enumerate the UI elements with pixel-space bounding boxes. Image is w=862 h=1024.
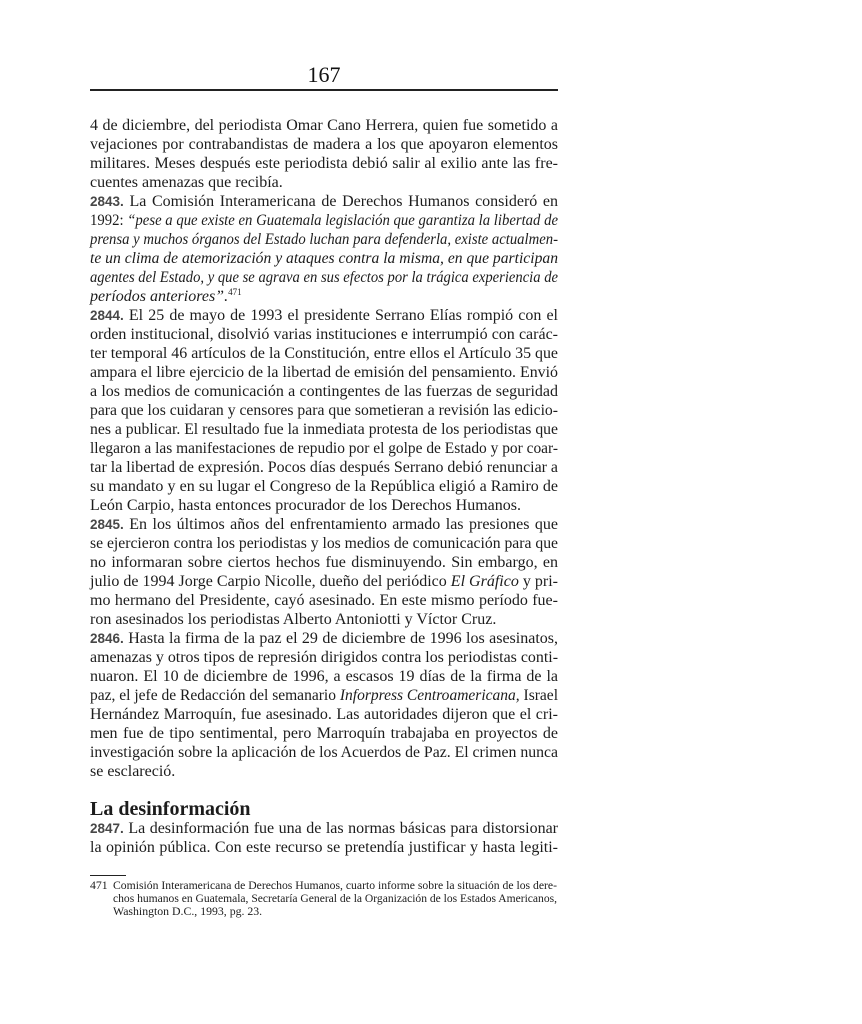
publication-title: El Gráfico [450,573,519,590]
text-line [90,439,558,458]
text-line [90,819,558,838]
line-text: León Carpio, hasta entonces procurador de los Derechos Humanos. [90,497,521,514]
text-line [90,173,558,192]
footnote-line [113,892,557,905]
line-text: nes a publicar. El resultado fue la inmediata protesta de los periodistas que [90,421,558,438]
text-line [90,287,558,306]
text-line [90,325,558,344]
paragraph-number: 2845. [90,517,124,532]
text-line [90,154,558,173]
line-text: 4 de diciembre, del periodista Omar Cano Herrera, quien fue sometido a [90,117,558,134]
footnote-text [113,879,557,919]
line-text [90,192,558,211]
line-text: tar la libertad de expresión. Pocos días después Serrano debió renunciar a [90,459,558,476]
line-text: amenazas y otros tipos de represión dirigidos contra los periodistas conti- [90,649,558,666]
section-heading-text: La desinformación [90,798,251,820]
text-line [90,211,558,230]
text-line [90,477,558,496]
line-text: orden institucional, disolvió varias instituciones e interrumpió con carác- [90,326,558,343]
paragraph-number: 2846. [90,631,124,646]
line-text: se esclareció. [90,763,176,780]
line-text [90,211,558,230]
text-line [90,686,558,705]
quote-text: te un clima de atemorización y ataques contra la misma, en que participan [90,250,558,267]
line-text: chos humanos en Guatemala, Secretaría General de la Organización de los Estados Americanos, [113,891,557,906]
text-line [90,534,558,553]
text-line [90,192,558,211]
line-text: men fue de tipo sentimental, pero Marroquín trabajaba en proyectos de [90,725,558,742]
text-line [90,116,558,135]
line-text: llegaron a las manifestaciones de repudio por el golpe de Estado y por coar- [90,440,558,457]
text-line [90,629,558,648]
text-line [90,268,558,287]
header-rule [90,89,558,91]
paragraph-number: 2847. [90,821,124,836]
text-line [90,382,558,401]
text-line [90,344,558,363]
text-line [90,610,558,629]
text-line [90,420,558,439]
paragraph-number: 2844. [90,308,124,323]
line-text: la opinión pública. Con este recurso se pretendía justificar y hasta legiti- [90,839,558,856]
line-text: ampara el libre ejercicio de la libertad de emisión del pensamiento. Envió [90,364,558,381]
footnote-line [113,905,557,918]
footnote-ref: 471 [228,287,242,297]
quote-text: prensa y muchos órganos del Estado luchan para defenderla, existe actualmen- [90,231,558,248]
text-line [90,135,558,154]
text-line [90,648,558,667]
text-line [90,515,558,534]
text-line [90,230,558,249]
line-text: nuaron. El 10 de diciembre de 1996, a escasos 19 días de la firma de la [90,668,558,685]
line-text: cuentes amenazas que recibía. [90,174,283,191]
quote-text: “pese a que existe en Guatemala legislación que garantiza la libertad de [127,212,558,229]
line-text: se ejercieron contra los periodistas y los medios de comunicación para que [90,535,558,552]
line-segment: 1992: [90,212,124,229]
text-line [90,401,558,420]
footnote-number: 471 [90,878,108,892]
line-text [90,629,558,648]
line-segment: paz, el jefe de Redacción del semanario [90,687,336,704]
line-text: ron asesinados los periodistas Alberto Antoniotti y Víctor Cruz. [90,611,497,628]
line-segment: En los últimos años del enfrentamiento armado las presiones que [129,516,559,533]
quote-text: agentes del Estado, y que se agrava en sus efectos por la trágica experiencia de [90,269,558,286]
line-text [90,819,558,838]
line-text [90,686,558,705]
line-text [90,306,558,325]
publication-title: Inforpress Centroamericana, [339,687,520,704]
text-line [90,306,558,325]
line-text: vejaciones por contrabandistas de madera a los que apoyaron elementos [90,136,558,153]
line-segment: Hasta la firma de la paz el 29 de diciembre de 1996 los asesinatos, [128,630,558,647]
line-text: investigación sobre la aplicación de los Acuerdos de Paz. El crimen nunca [90,744,558,761]
line-segment: y pri- [522,573,558,590]
line-text: Comisión Interamericana de Derechos Humanos, cuarto informe sobre la situación de los dere- [113,878,557,892]
line-text [90,515,558,534]
line-text [90,572,558,591]
text-line [90,363,558,382]
footnote [90,879,557,919]
paragraph-continued [90,116,558,192]
line-segment: julio de 1994 Jorge Carpio Nicolle, dueño del periódico [90,573,447,590]
line-segment: El 25 de mayo de 1993 el presidente Serrano Elías rompió con el [128,307,559,324]
paragraph-2846 [90,629,558,781]
text-line [90,724,558,743]
section-heading [90,800,558,819]
text-line [90,762,558,781]
line-text: Washington D.C., 1993, pg. 23. [113,904,263,919]
text-line [90,458,558,477]
body-text [90,116,558,857]
text-line [90,591,558,610]
paragraph-2843 [90,192,558,306]
text-line [90,553,558,572]
line-segment: La Comisión Interamericana de Derechos Humanos consideró en [129,193,559,210]
line-text: Hernández Marroquín, fue asesinado. Las autoridades dijeron que el cri- [90,706,558,723]
line-text [90,287,242,306]
paragraph-2844 [90,306,558,515]
text-line [90,838,558,857]
line-text: militares. Meses después este periodista debió salir al exilio ante las fre- [90,155,558,172]
line-text: para que los cuidaran y censores para que sometieran a revisión las edicio- [90,402,558,419]
text-line [90,249,558,268]
line-text: a los medios de comunicación a contingentes de las fuerzas de seguridad [90,383,558,400]
text-line [90,705,558,724]
line-segment: La desinformación fue una de las normas básicas para distorsionar [128,820,559,837]
text-line [90,496,558,515]
line-segment: Israel [523,687,558,704]
line-text: mo hermano del Presidente, cayó asesinado. En este mismo período fue- [90,592,558,609]
text-line [90,667,558,686]
quote-text: períodos anteriores”. [90,288,229,305]
text-line [90,572,558,591]
footnote-rule [90,875,126,876]
paragraph-2845 [90,515,558,629]
page-number: 167 [307,62,341,87]
line-text: ter temporal 46 artículos de la Constitución, entre ellos el Artículo 35 que [90,345,558,362]
line-text: su mandato y en su lugar el Congreso de la República eligió a Ramiro de [90,478,558,495]
paragraph-2847 [90,819,558,857]
paragraph-number: 2843. [90,194,124,209]
line-text: no informaran sobre ciertos hechos fue disminuyendo. Sin embargo, en [90,554,558,571]
text-line [90,743,558,762]
